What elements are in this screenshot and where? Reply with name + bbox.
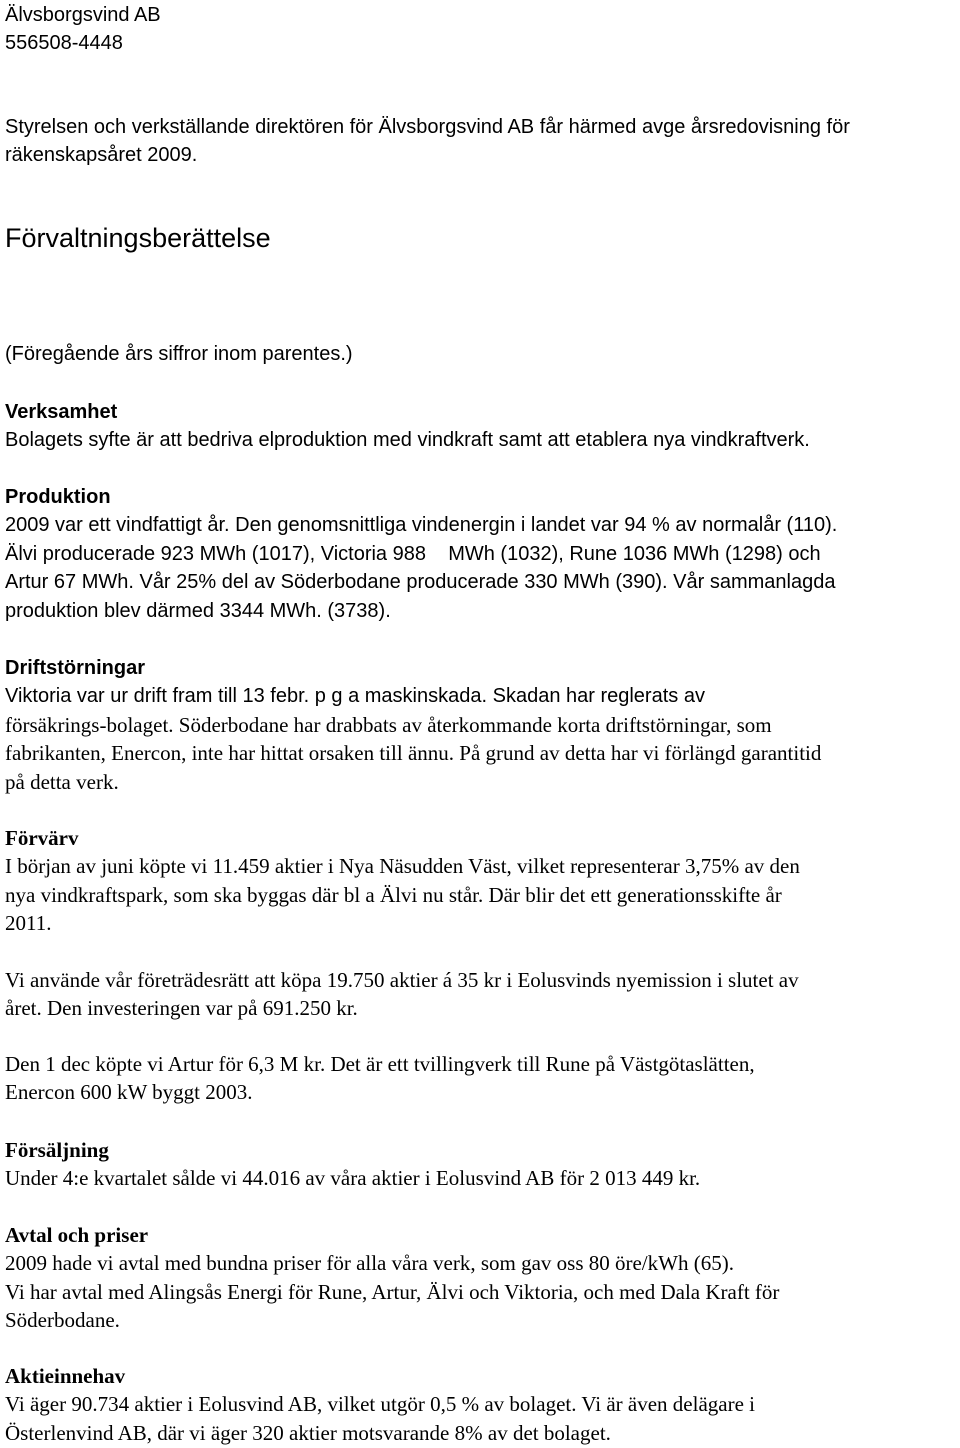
section-line: Söderbodane. (5, 1308, 120, 1333)
section-forsaljning (5, 1136, 700, 1193)
intro-paragraph (5, 113, 850, 170)
section-line: Den 1 dec köpte vi Artur för 6,3 M kr. Det är ett tvillingverk till Rune på Västgötaslätten, (5, 1052, 755, 1076)
section-produktion (5, 483, 837, 625)
section-line: Österlenvind AB, där vi äger 320 aktier motsvarande 8% av det bolaget. (5, 1420, 611, 1445)
section-driftstorningar (5, 654, 821, 796)
section-heading: Förvärv (5, 826, 79, 850)
section-line: Enercon 600 kW byggt 2003. (5, 1080, 253, 1105)
section-line: Artur 67 MWh. Vår 25% del av Söderbodane producerade 330 MWh (390). Vår sammanlagda (5, 571, 836, 594)
section-line: Älvi producerade 923 MWh (1017), Victoria 988 MWh (1032), Rune 1036 MWh (1298) och (5, 542, 821, 565)
section-line: fabrikanten, Enercon, inte har hittat orsaken till ännu. På grund av detta har vi förlängd garantitid (5, 741, 822, 766)
paragraph-nyemission (5, 966, 799, 1023)
section-verksamhet (5, 398, 810, 455)
section-line: produktion blev därmed 3344 MWh. (3738). (5, 599, 391, 622)
section-heading: Driftstörningar (5, 657, 145, 679)
section-line: Vi har avtal med Alingsås Energi för Rune, Artur, Älvi och Viktoria, och med Dala Kraft för (5, 1279, 780, 1304)
parenthesis-note: (Föregående års siffror inom parentes.) (5, 343, 353, 365)
section-heading: Aktieinnehav (5, 1364, 126, 1388)
section-line: året. Den investeringen var på 691.250 kr. (5, 996, 358, 1021)
section-line: på detta verk. (5, 769, 119, 794)
section-heading: Produktion (5, 486, 111, 508)
section-heading: Verksamhet (5, 401, 118, 423)
section-line: Bolagets syfte är att bedriva elproduktion med vindkraft samt att etablera nya vindkraftverk. (5, 429, 810, 452)
document-title: Förvaltningsberättelse (5, 223, 271, 253)
section-forvarv (5, 824, 800, 938)
company-name: Älvsborgsvind AB (5, 4, 161, 26)
section-avtal (5, 1221, 779, 1335)
section-line: 2011. (5, 911, 52, 936)
section-heading: Försäljning (5, 1138, 109, 1162)
company-block (5, 1, 161, 58)
section-line: 2009 hade vi avtal med bundna priser för alla våra verk, som gav oss 80 öre/kWh (65). (5, 1251, 734, 1276)
section-line: nya vindkraftspark, som ska byggas där bl a Älvi nu står. Där blir det ett generationsskifte år (5, 882, 782, 907)
section-heading: Avtal och priser (5, 1223, 149, 1247)
intro-line: Styrelsen och verkställande direktören för Älvsborgsvind AB får härmed avge årsredovisning för (5, 116, 850, 138)
section-line: försäkrings-bolaget. Söderbodane har drabbats av återkommande korta driftstörningar, som (5, 712, 772, 737)
section-line: Under 4:e kvartalet sålde vi 44.016 av våra aktier i Eolusvind AB för 2 013 449 kr. (5, 1166, 701, 1191)
section-line: I början av juni köpte vi 11.459 aktier i Nya Näsudden Väst, vilket representerar 3,75% av den (5, 854, 800, 879)
section-line: Vi använde vår företrädesrätt att köpa 19.750 aktier á 35 kr i Eolusvinds nyemission i slutet av (5, 968, 799, 992)
paragraph-artur (5, 1050, 755, 1107)
section-aktieinnehav (5, 1362, 755, 1447)
section-line: 2009 var ett vindfattigt år. Den genomsnittliga vindenergin i landet var 94 % av normalår (110). (5, 514, 838, 537)
intro-line: räkenskapsåret 2009. (5, 144, 198, 167)
section-line: Viktoria var ur drift fram till 13 febr. p g a maskinskada. Skadan har reglerats av (5, 685, 705, 708)
section-line: Vi äger 90.734 aktier i Eolusvind AB, vilket utgör 0,5 % av bolaget. Vi är även delägare i (5, 1392, 755, 1417)
org-number: 556508-4448 (5, 32, 123, 55)
